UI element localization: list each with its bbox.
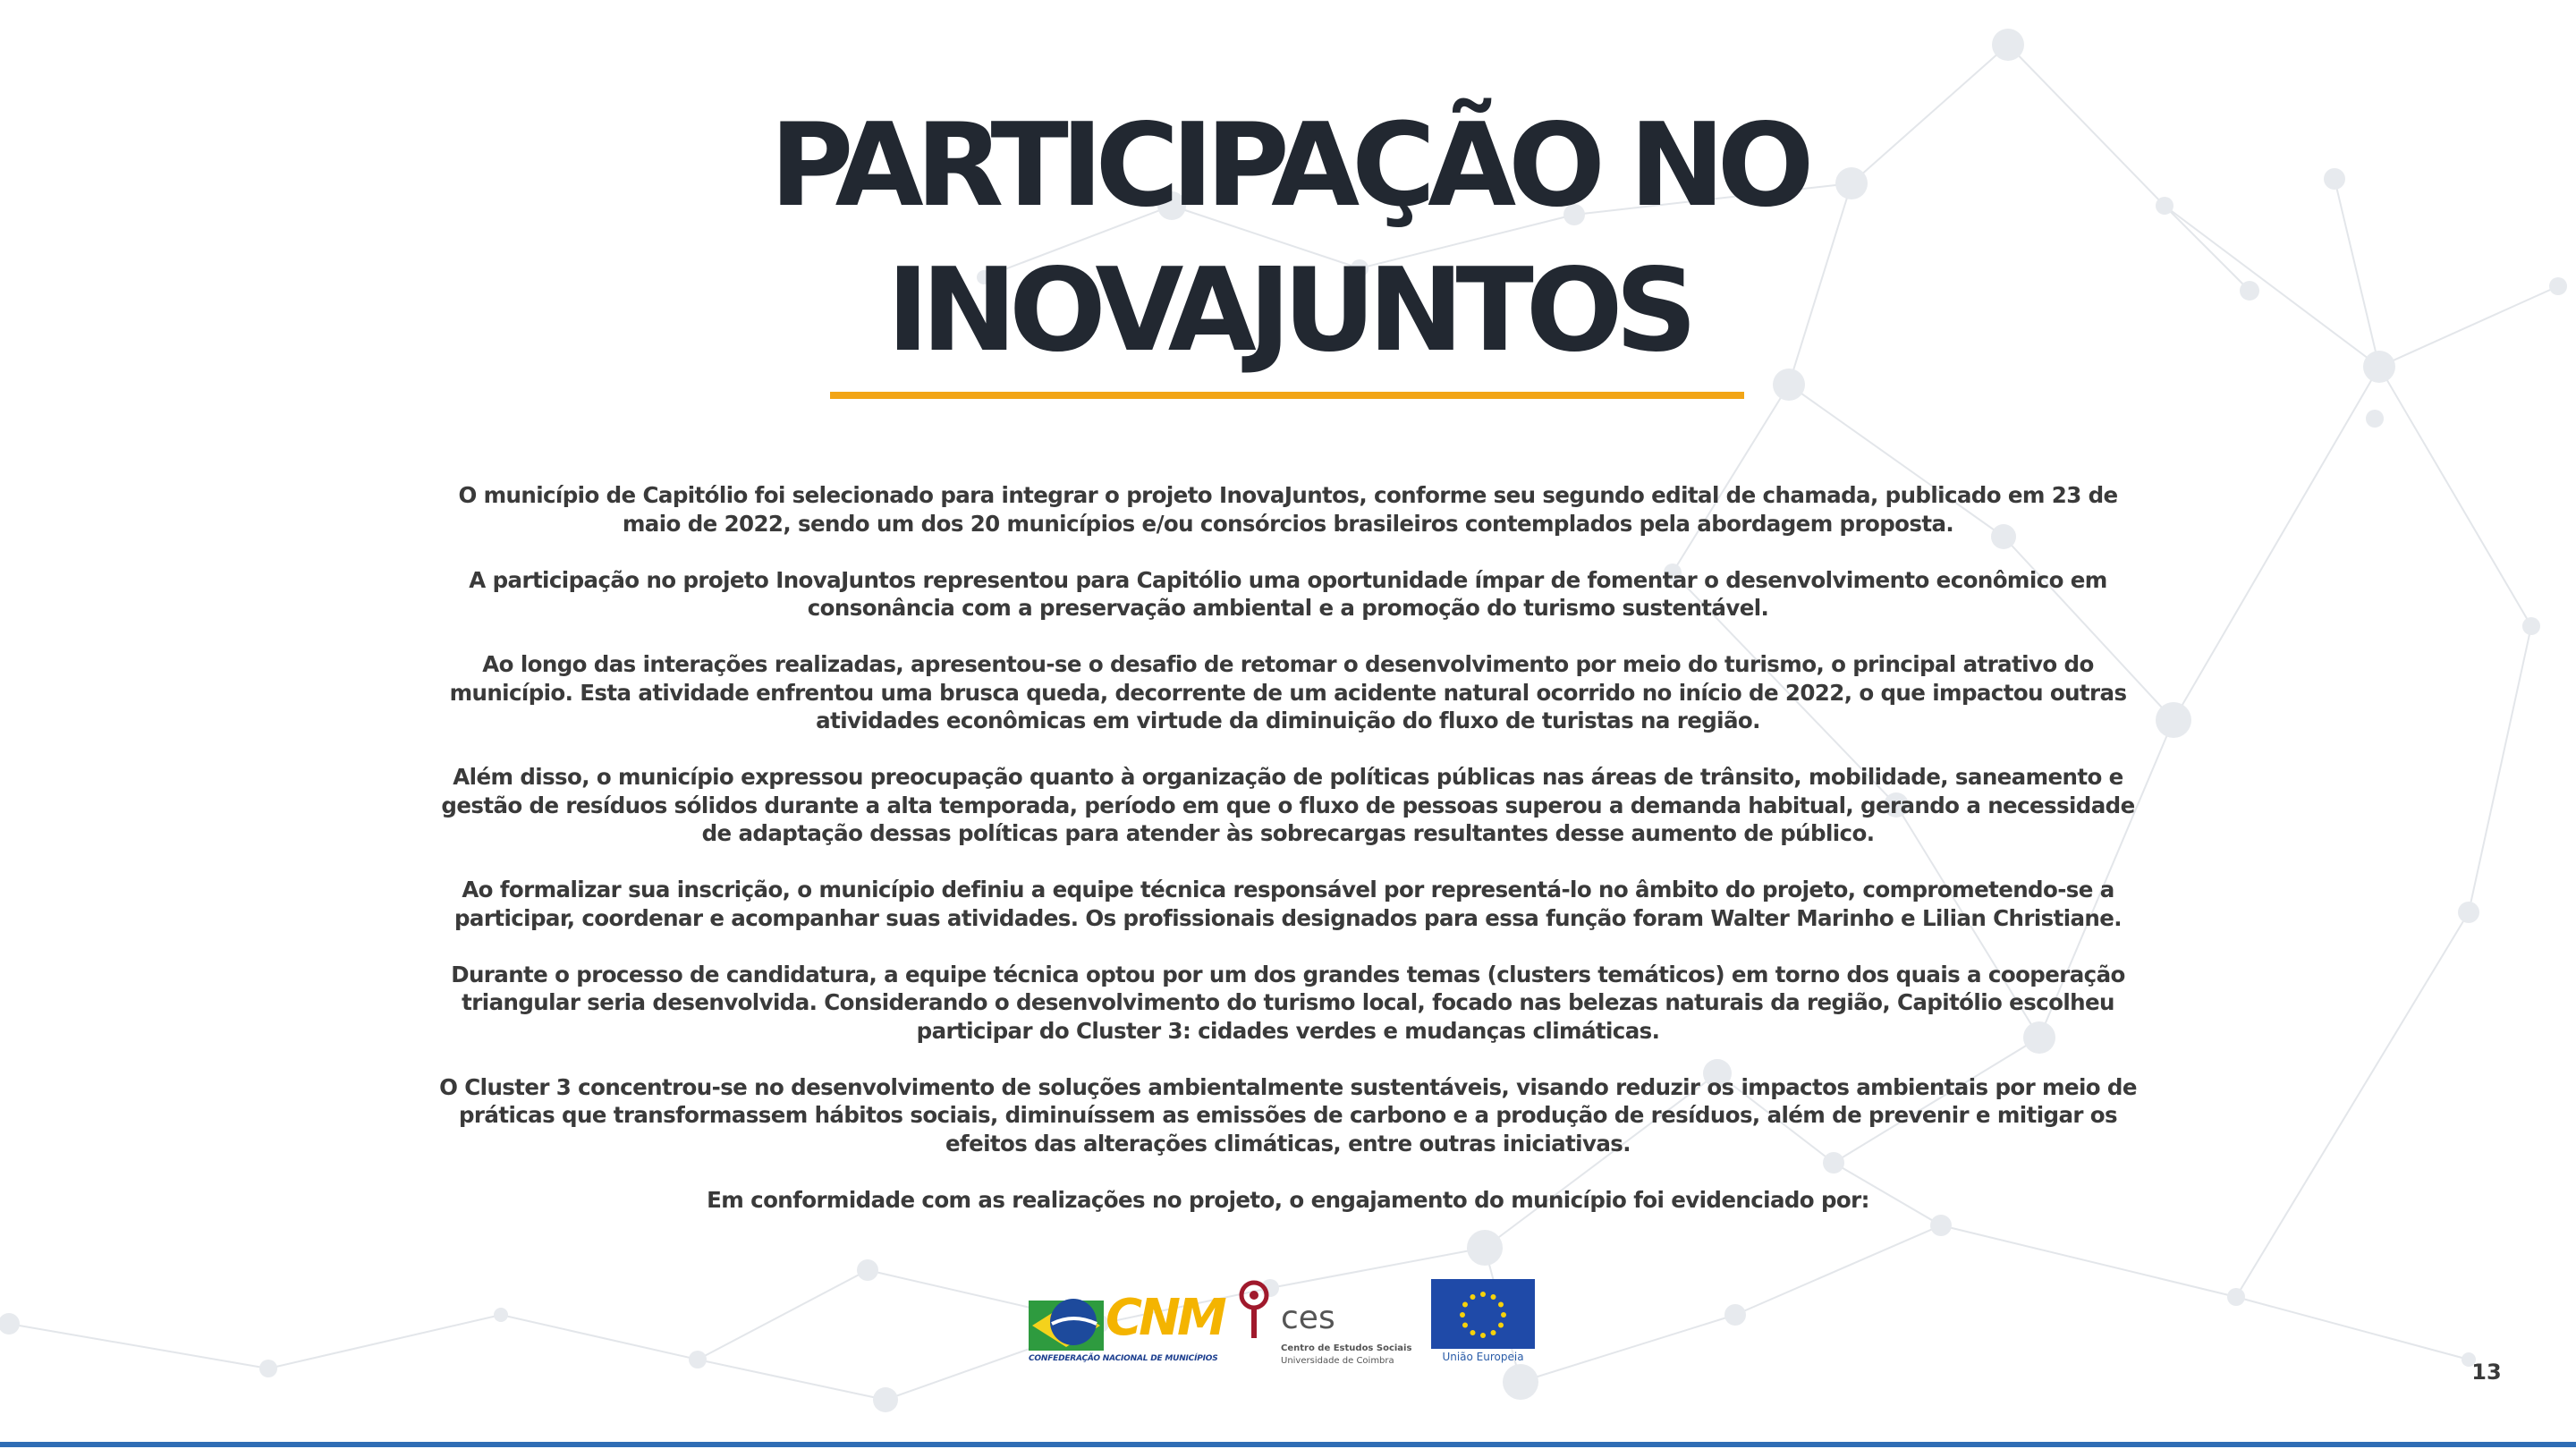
paragraph-cluster: O Cluster 3 concentrou-se no desenvolvimento de soluções ambientalmente sustentáveis, visando reduzir os impactos ambientais por meio de práticas que transformassem hábitos sociais, diminuíssem as emissões de carbono e a produção de resíduos, além de prevenir e mitigar os efeitos das alterações climáticas, entre outras iniciativas. (439, 1073, 2137, 1157)
cnm-logo-subtitle: CONFEDERAÇÃO NACIONAL DE MUNICÍPIOS (1029, 1354, 1218, 1363)
paragraph-candidacy: Durante o processo de candidatura, a equipe técnica optou por um dos grandes temas (clusters temáticos) em torno dos quais a cooperação triangular seria desenvolvida. Considerando o desenvolvimento do turismo local, focado nas belezas naturais da região, Capitólio escolheu participar do Cluster 3: cidades verdes e mudanças climáticas. (451, 961, 2125, 1044)
cnm-logo-text: CNM (1106, 1289, 1224, 1347)
paragraph-selection: O município de Capitólio foi selecionado para integrar o projeto InovaJuntos, conforme seu segundo edital de chamada, publicado em 23 de maio de 2022, sendo um dos 20 municípios e/ou consórcios brasileiros contemplados pela abordagem proposta. (458, 482, 2118, 537)
ces-logo (1236, 1279, 1412, 1368)
body-text (438, 481, 2138, 1242)
page-title-line-2: INOVAJUNTOS (886, 244, 1690, 377)
ces-logo-subtitle-2: Universidade de Coimbra (1281, 1356, 1394, 1366)
eu-logo (1431, 1279, 1538, 1368)
partner-logos (1029, 1279, 1547, 1368)
paragraph-registration: Ao formalizar sua inscrição, o município definiu a equipe técnica responsável por representá-lo no âmbito do projeto, comprometendo-se a participar, coordenar e acompanhar suas atividades. Os profissionais designados para essa função foram Walter Marinho e Lilian Christiane. (453, 877, 2123, 931)
paragraph-opportunity: A participação no projeto InovaJuntos representou para Capitólio uma oportunidade ímpar de fomentar o desenvolvimento econômico em consonância com a preservação ambiental e a promoção do turismo sustentável. (469, 566, 2107, 621)
eu-flag-icon (1431, 1279, 1535, 1349)
paragraph-engagement: Em conformidade com as realizações no projeto, o engajamento do município foi evidenciado por: (707, 1186, 1869, 1213)
title-underline (830, 392, 1744, 399)
cnm-logo (1029, 1288, 1224, 1368)
cnm-logo-icon (1029, 1288, 1109, 1356)
page-number: 13 (2471, 1360, 2502, 1385)
paragraph-concerns: Além disso, o município expressou preocupação quanto à organização de políticas públicas nas áreas de trânsito, mobilidade, saneamento e gestão de resíduos sólidos durante a alta temporada, período em que o fluxo de pessoas superou a demanda habitual, gerando a necessidade de adaptação dessas políticas para atender às sobrecargas resultantes desse aumento de público. (441, 764, 2135, 846)
eu-logo-subtitle: União Europeia (1442, 1351, 1524, 1363)
ces-logo-icon (1236, 1279, 1277, 1342)
ces-logo-subtitle-1: Centro de Estudos Sociais (1281, 1343, 1412, 1353)
ces-logo-text: ces (1281, 1300, 1335, 1336)
bottom-bar (0, 1442, 2576, 1447)
page-title (0, 94, 2576, 384)
paragraph-challenge: Ao longo das interações realizadas, apresentou-se o desafio de retomar o desenvolvimento por meio do turismo, o principal atrativo do município. Esta atividade enfrentou uma brusca queda, decorrente de um acidente natural ocorrido no início de 2022, o que impactou outras atividades econômicas em virtude da diminuição do fluxo de turistas na região. (449, 651, 2127, 733)
page-title-line-1: PARTICIPAÇÃO NO (769, 99, 1807, 233)
